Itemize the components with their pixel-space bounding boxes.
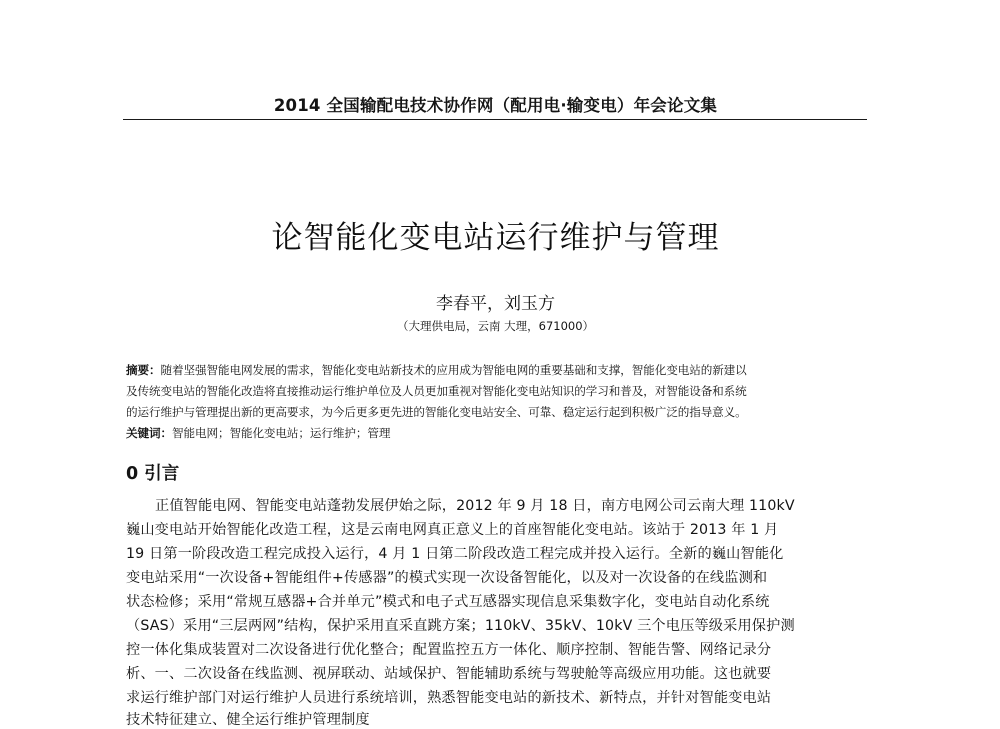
keywords-line bbox=[126, 425, 390, 441]
header-rule bbox=[123, 119, 867, 120]
abstract-text: 随着坚强智能电网发展的需求，智能化变电站新技术的应用成为智能电网的重要基础和支撑，智能化变电站的新建以 bbox=[160, 363, 747, 377]
body-line-2: 巍山变电站开始智能化改造工程，这是云南电网真正意义上的首座智能化变电站。该站于 2013 年 1 月 bbox=[126, 522, 779, 538]
body-line-8: 析、一、二次设备在线监测、视屏联动、站域保护、智能辅助系统与驾驶舱等高级应用功能。这也就要 bbox=[126, 666, 772, 682]
abstract-line-2: 及传统变电站的智能化改造将直接推动运行维护单位及人员更加重视对智能化变电站知识的学习和普及，对智能设备和系统 bbox=[126, 384, 747, 398]
body-line-1: 正值智能电网、智能变电站蓬勃发展伊始之际，2012 年 9 月 18 日，南方电网公司云南大理 110kV bbox=[155, 498, 795, 514]
section-heading: 0 引言 bbox=[126, 464, 180, 484]
paper-title: 论智能化变电站运行维护与管理 bbox=[271, 220, 720, 256]
running-header: 2014 全国输配电技术协作网（配用电·输变电）年会论文集 bbox=[273, 96, 718, 115]
body-line-5: 状态检修；采用“常规互感器+合并单元”模式和电子式互感器实现信息采集数字化，变电站自动化系统 bbox=[126, 594, 770, 610]
body-line-9: 求运行维护部门对运行维护人员进行系统培训，熟悉智能变电站的新技术、新特点，并针对智能变电站 bbox=[126, 690, 772, 706]
body-line-10: 技术特征建立、健全运行维护管理制度 bbox=[126, 712, 370, 728]
keywords-text: 智能电网；智能化变电站；运行维护；管理 bbox=[171, 426, 391, 440]
body-line-4: 变电站采用“一次设备+智能组件+传感器”的模式实现一次设备智能化，以及对一次设备的在线监测和 bbox=[126, 570, 768, 586]
abstract-label: 摘要： bbox=[126, 363, 161, 377]
body-line-7: 控一体化集成装置对二次设备进行优化整合；配置监控五方一体化、顺序控制、智能告警、网络记录分 bbox=[126, 642, 772, 658]
keywords-label: 关键词： bbox=[126, 426, 172, 440]
abstract-line-1 bbox=[126, 362, 747, 378]
authors: 李春平，刘玉方 bbox=[436, 294, 555, 314]
body-line-6: （SAS）采用“三层两网”结构，保护采用直采直跳方案；110kV、35kV、10kV 三个电压等级采用保护测 bbox=[126, 618, 795, 634]
abstract-line-3: 的运行维护与管理提出新的更高要求，为今后更多更先进的智能化变电站安全、可靠、稳定运行起到积极广泛的指导意义。 bbox=[126, 405, 747, 419]
body-line-3: 19 日第一阶段改造工程完成投入运行，4 月 1 日第二阶段改造工程完成并投入运行。全新的巍山智能化 bbox=[126, 546, 784, 562]
affiliation: （大理供电局，云南 大理，671000） bbox=[396, 319, 595, 333]
